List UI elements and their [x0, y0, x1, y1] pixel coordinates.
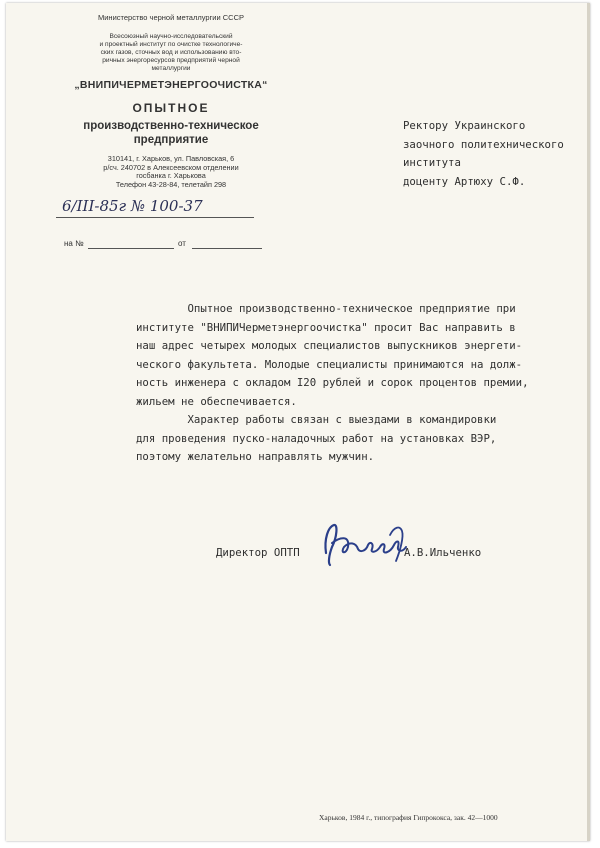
body-line: Опытное производственно-техническое предприятие при [136, 302, 516, 315]
outgoing-number-handwritten: 6/III-85г № 100-37 [62, 197, 203, 215]
institute-line: металлургии [151, 65, 191, 72]
enterprise-line: предприятие [133, 134, 209, 146]
body-line: ческого факультета. Молодые специалисты принимаются на долж- [136, 357, 523, 371]
enterprise-line: производственно-техническое [83, 120, 259, 132]
ref-date-label: от [178, 239, 186, 248]
body-line: наш адрес четырех молодых специалистов выпускников энергети- [136, 339, 523, 352]
institute-line: ских газов, сточных вод и использованию вто- [100, 49, 242, 56]
addressee-block [403, 117, 564, 191]
institute-line: и проектный институт по очистке технологиче- [99, 41, 243, 48]
outgoing-number-line [56, 217, 254, 218]
body-line: Характер работы связан с выездами в командировки [136, 413, 497, 426]
handwritten-signature [320, 517, 415, 572]
addressee-line: доценту Артюху С.Ф. [403, 174, 526, 188]
body-line: поэтому желательно направлять мужчин. [136, 450, 375, 463]
addressee-line: Ректору Украинского [403, 119, 526, 132]
ref-date-blank [192, 240, 262, 249]
letter-page [6, 3, 590, 841]
address-block [46, 155, 296, 189]
institute-name: „ВНИПИЧЕРМЕТЭНЕРГООЧИСТКА“ [74, 79, 268, 91]
addressee-line: заочного политехнического [403, 137, 564, 151]
body-line: институте "ВНИПИЧерметэнергоочистка" просит Вас направить в [136, 320, 516, 334]
signatory-name: А.В.Ильченко [404, 546, 482, 559]
institute-description [46, 33, 296, 73]
address-line: р/сч. 240702 в Алексеевском отделении [103, 162, 239, 172]
ministry-header: Министерство черной металлургии СССР [97, 13, 245, 22]
enterprise-title: ОПЫТНОЕ [132, 101, 210, 115]
body-line: жильем не обеспечивается. [136, 394, 297, 408]
ref-number-label: на № [64, 239, 84, 248]
institute-line: Всесоюзный научно-исследовательский [109, 33, 233, 40]
institute-line: ричных энергоресурсов предприятий черной [102, 57, 240, 64]
letter-body [136, 300, 576, 467]
address-line: Телефон 43-28-84, телетайп 298 [115, 179, 227, 189]
ref-number-blank [88, 240, 174, 249]
address-line: 310141, г. Харьков, ул. Павловская, 6 [107, 154, 235, 163]
enterprise-subtitle [46, 119, 296, 147]
signatory-title: Директор ОПТП [216, 546, 300, 559]
body-line: для проведения пуско-наладочных работ на установках ВЭР, [136, 431, 497, 445]
printer-imprint: Харьков, 1984 г., типография Гипрококса, зак. 42—1000 [319, 813, 498, 822]
address-line: госбанка г. Харькова [136, 171, 206, 180]
addressee-line: института [403, 156, 461, 169]
body-line: ность инженера с окладом I20 рублей и сорок процентов премии, [136, 376, 529, 389]
page-edge [587, 3, 590, 841]
